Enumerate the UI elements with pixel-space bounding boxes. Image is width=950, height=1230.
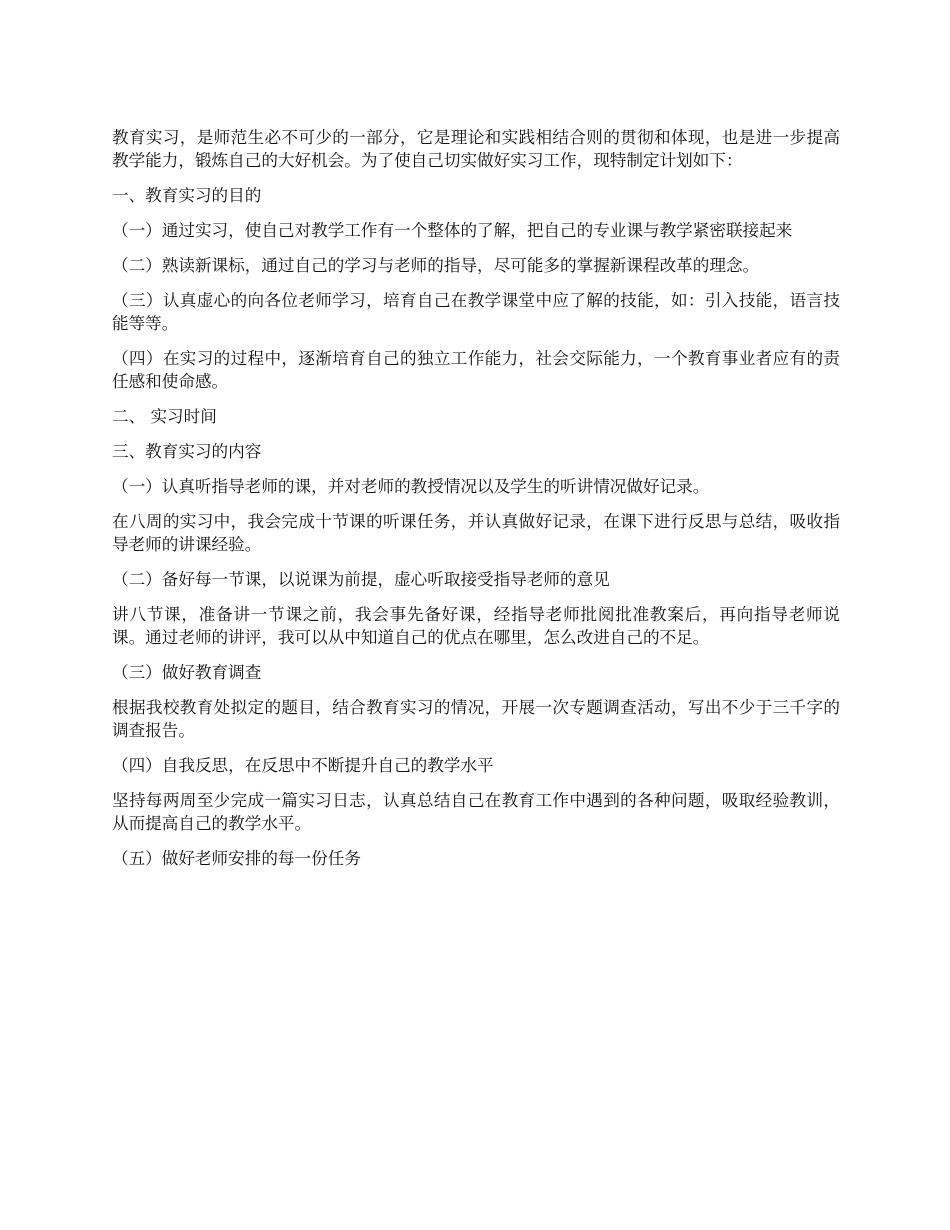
section-heading-time: 二、 实习时间 xyxy=(112,407,217,426)
document-body xyxy=(112,126,840,882)
section-heading-content: 三、教育实习的内容 xyxy=(112,442,262,461)
content-item-3-body: 根据我校教育处拟定的题目，结合教育实习的情况，开展一次专题调查活动，写出不少于三千字的调查报告。 xyxy=(112,698,840,740)
purpose-item-2: （二）熟读新课标，通过自己的学习与老师的指导，尽可能多的掌握新课程改革的理念。 xyxy=(112,256,760,275)
intro-paragraph: 教育实习，是师范生必不可少的一部分，它是理论和实践相结合则的贯彻和体现，也是进一步提高教学能力，锻炼自己的大好机会。为了使自己切实做好实习工作，现特制定计划如下： xyxy=(112,128,840,170)
purpose-item-1: （一）通过实习，使自己对教学工作有一个整体的了解，把自己的专业课与教学紧密联接起来 xyxy=(112,221,793,240)
content-item-4-body: 坚持每两周至少完成一篇实习日志，认真总结自己在教育工作中遇到的各种问题，吸取经验教训，从而提高自己的教学水平。 xyxy=(112,791,840,833)
section-heading-purpose: 一、教育实习的目的 xyxy=(112,186,262,205)
content-item-1-title: （一）认真听指导老师的课，并对老师的教授情况以及学生的听讲情况做好记录。 xyxy=(112,477,710,496)
content-item-2-body: 讲八节课，准备讲一节课之前，我会事先备好课，经指导老师批阅批准教案后，再向指导老师说课。通过老师的讲评，我可以从中知道自己的优点在哪里，怎么改进自己的不足。 xyxy=(112,605,840,647)
content-item-3-title: （三）做好教育调查 xyxy=(112,663,262,682)
content-item-5-title: （五）做好老师安排的每一份任务 xyxy=(112,849,361,868)
content-item-4-title: （四）自我反思，在反思中不断提升自己的教学水平 xyxy=(112,756,494,775)
purpose-item-3: （三）认真虚心的向各位老师学习，培育自己在教学课堂中应了解的技能，如：引入技能，语言技能等等。 xyxy=(112,291,840,333)
content-item-2-title: （二）备好每一节课，以说课为前提，虚心听取接受指导老师的意见 xyxy=(112,570,610,589)
content-item-1-body: 在八周的实习中，我会完成十节课的听课任务，并认真做好记录，在课下进行反思与总结，吸收指导老师的讲课经验。 xyxy=(112,512,840,554)
purpose-item-4: （四）在实习的过程中，逐渐培育自己的独立工作能力，社会交际能力，一个教育事业者应有的责任感和使命感。 xyxy=(112,349,840,391)
